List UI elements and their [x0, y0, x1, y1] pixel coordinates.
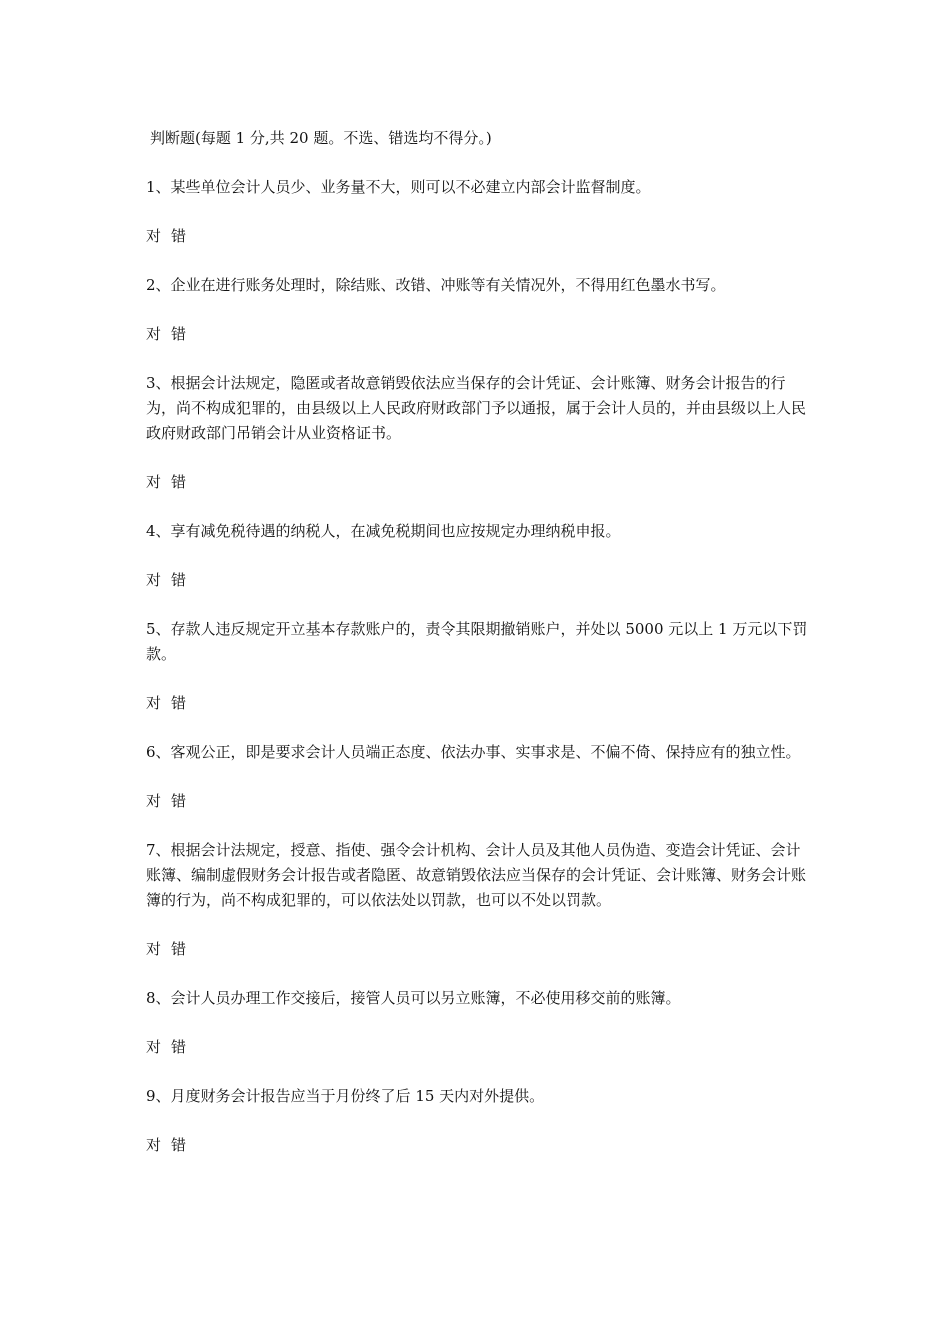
answer-options: [146, 1035, 810, 1060]
question-text: 6、客观公正，即是要求会计人员端正态度、依法办事、实事求是、不偏不倚、保持应有的独立性。: [146, 743, 801, 761]
question-6: [146, 740, 810, 814]
answer-options: [146, 1133, 810, 1158]
option-false[interactable]: 错: [171, 325, 187, 343]
question-1: [146, 175, 810, 249]
option-false[interactable]: 错: [171, 694, 187, 712]
question-text: 7、根据会计法规定，授意、指使、强令会计机构、会计人员及其他人员伪造、变造会计凭证、会计账簿、编制虚假财务会计报告或者隐匿、故意销毁依法应当保存的会计凭证、会计账簿、财务会计账簿的行为，尚不构成犯罪的，可以依法处以罚款，也可以不处以罚款。: [146, 841, 807, 909]
option-true[interactable]: 对: [146, 325, 162, 343]
option-false[interactable]: 错: [171, 227, 187, 245]
answer-options: [146, 322, 810, 347]
question-text: 8、会计人员办理工作交接后，接管人员可以另立账簿，不必使用移交前的账簿。: [146, 989, 681, 1007]
option-true[interactable]: 对: [146, 694, 162, 712]
question-9: [146, 1084, 810, 1158]
option-false[interactable]: 错: [171, 473, 187, 491]
question-text: 3、根据会计法规定，隐匿或者故意销毁依法应当保存的会计凭证、会计账簿、财务会计报告的行为，尚不构成犯罪的，由县级以上人民政府财政部门予以通报，属于会计人员的，并由县级以上人民政府财政部门吊销会计从业资格证书。: [146, 374, 807, 442]
option-true[interactable]: 对: [146, 571, 162, 589]
option-false[interactable]: 错: [171, 1136, 187, 1154]
option-false[interactable]: 错: [171, 940, 187, 958]
answer-options: [146, 789, 810, 814]
option-false[interactable]: 错: [171, 792, 187, 810]
option-true[interactable]: 对: [146, 1038, 162, 1056]
question-text: 2、企业在进行账务处理时，除结账、改错、冲账等有关情况外，不得用红色墨水书写。: [146, 276, 726, 294]
document-page: [146, 126, 810, 1182]
question-text: 4、享有减免税待遇的纳税人，在减免税期间也应按规定办理纳税申报。: [146, 522, 621, 540]
question-8: [146, 986, 810, 1060]
question-3: [146, 371, 810, 495]
section-heading: 判断题(每题 1 分,共 20 题。不选、错选均不得分。): [150, 129, 492, 147]
answer-options: [146, 937, 810, 962]
question-7: [146, 838, 810, 962]
question-4: [146, 519, 810, 593]
question-text: 1、某些单位会计人员少、业务量不大，则可以不必建立内部会计监督制度。: [146, 178, 651, 196]
question-text: 5、存款人违反规定开立基本存款账户的，责令其限期撤销账户，并处以 5000 元以上 1 万元以下罚款。: [146, 620, 808, 663]
answer-options: [146, 470, 810, 495]
option-true[interactable]: 对: [146, 940, 162, 958]
option-true[interactable]: 对: [146, 473, 162, 491]
option-true[interactable]: 对: [146, 1136, 162, 1154]
question-2: [146, 273, 810, 347]
option-true[interactable]: 对: [146, 792, 162, 810]
answer-options: [146, 691, 810, 716]
option-true[interactable]: 对: [146, 227, 162, 245]
option-false[interactable]: 错: [171, 1038, 187, 1056]
answer-options: [146, 224, 810, 249]
option-false[interactable]: 错: [171, 571, 187, 589]
answer-options: [146, 568, 810, 593]
question-5: [146, 617, 810, 716]
question-text: 9、月度财务会计报告应当于月份终了后 15 天内对外提供。: [146, 1087, 545, 1105]
